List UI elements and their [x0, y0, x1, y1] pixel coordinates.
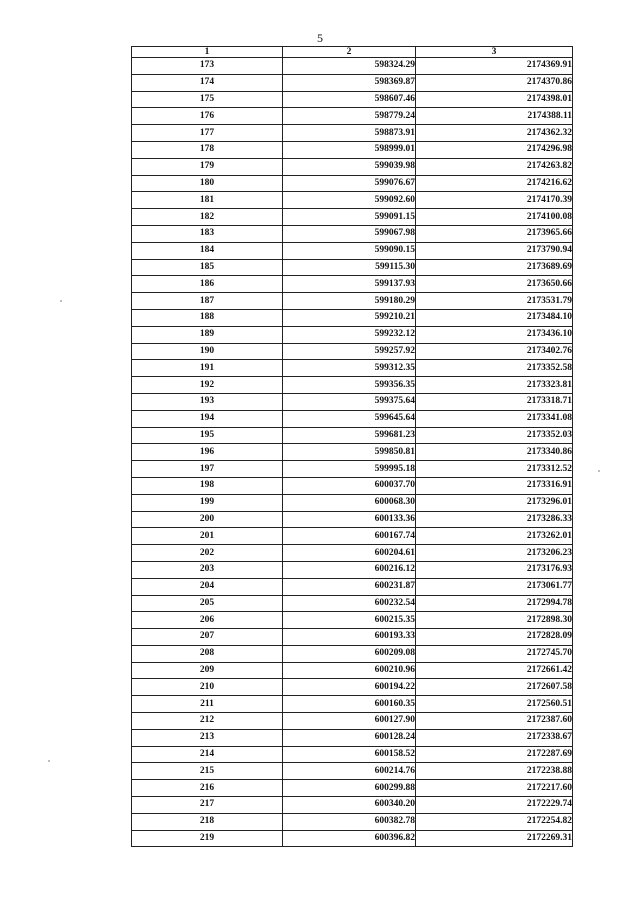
x-coordinate-cell: 600158.52 [283, 746, 416, 763]
table-row [132, 629, 573, 646]
point-number-cell: 213 [132, 729, 283, 746]
y-coordinate-cell: 2172607.58 [416, 679, 573, 696]
point-number-cell: 175 [132, 91, 283, 108]
point-number-cell: 205 [132, 595, 283, 612]
x-coordinate-cell: 598324.29 [283, 58, 416, 75]
point-number-cell: 194 [132, 410, 283, 427]
y-coordinate-cell: 2172994.78 [416, 595, 573, 612]
y-coordinate-cell: 2174398.01 [416, 91, 573, 108]
x-coordinate-cell: 600037.70 [283, 477, 416, 494]
y-coordinate-cell: 2173206.23 [416, 545, 573, 562]
x-coordinate-cell: 599681.23 [283, 427, 416, 444]
y-coordinate-cell: 2173061.77 [416, 578, 573, 595]
y-coordinate-cell: 2173340.86 [416, 444, 573, 461]
x-coordinate-cell: 600214.76 [283, 763, 416, 780]
point-number-cell: 178 [132, 141, 283, 158]
table-row [132, 561, 573, 578]
y-coordinate-cell: 2173286.33 [416, 511, 573, 528]
y-coordinate-cell: 2172828.09 [416, 629, 573, 646]
y-coordinate-cell: 2174362.32 [416, 125, 573, 142]
point-number-cell: 181 [132, 192, 283, 209]
y-coordinate-cell: 2172898.30 [416, 612, 573, 629]
point-number-cell: 196 [132, 444, 283, 461]
point-number-cell: 187 [132, 293, 283, 310]
y-coordinate-cell: 2174263.82 [416, 158, 573, 175]
table-row [132, 91, 573, 108]
point-number-cell: 207 [132, 629, 283, 646]
table-row [132, 141, 573, 158]
y-coordinate-cell: 2172269.31 [416, 830, 573, 847]
y-coordinate-cell: 2172338.67 [416, 729, 573, 746]
x-coordinate-cell: 599210.21 [283, 309, 416, 326]
table-row [132, 58, 573, 75]
x-coordinate-cell: 599090.15 [283, 242, 416, 259]
table-row [132, 511, 573, 528]
table-row [132, 225, 573, 242]
y-coordinate-cell: 2174296.98 [416, 141, 573, 158]
y-coordinate-cell: 2172287.69 [416, 746, 573, 763]
point-number-cell: 204 [132, 578, 283, 595]
y-coordinate-cell: 2173790.94 [416, 242, 573, 259]
x-coordinate-cell: 600194.22 [283, 679, 416, 696]
y-coordinate-cell: 2173323.81 [416, 377, 573, 394]
table-row [132, 108, 573, 125]
point-number-cell: 219 [132, 830, 283, 847]
point-number-cell: 198 [132, 477, 283, 494]
header-row [132, 47, 573, 58]
point-number-cell: 209 [132, 662, 283, 679]
y-coordinate-cell: 2174100.08 [416, 209, 573, 226]
point-number-cell: 180 [132, 175, 283, 192]
x-coordinate-cell: 599137.93 [283, 276, 416, 293]
y-coordinate-cell: 2173531.79 [416, 293, 573, 310]
point-number-cell: 195 [132, 427, 283, 444]
x-coordinate-cell: 600127.90 [283, 713, 416, 730]
y-coordinate-cell: 2173689.69 [416, 259, 573, 276]
scan-speck [48, 760, 50, 762]
table-row [132, 494, 573, 511]
table-row [132, 612, 573, 629]
x-coordinate-cell: 598369.87 [283, 74, 416, 91]
point-number-cell: 212 [132, 713, 283, 730]
table-row [132, 444, 573, 461]
table-row [132, 293, 573, 310]
x-coordinate-cell: 599232.12 [283, 326, 416, 343]
point-number-cell: 202 [132, 545, 283, 562]
table-row [132, 410, 573, 427]
y-coordinate-cell: 2173318.71 [416, 393, 573, 410]
x-coordinate-cell: 598607.46 [283, 91, 416, 108]
x-coordinate-cell: 600232.54 [283, 595, 416, 612]
x-coordinate-cell: 600128.24 [283, 729, 416, 746]
x-coordinate-cell: 599180.29 [283, 293, 416, 310]
table-row [132, 729, 573, 746]
table-row [132, 595, 573, 612]
table-row [132, 797, 573, 814]
y-coordinate-cell: 2174170.39 [416, 192, 573, 209]
table-row [132, 175, 573, 192]
point-number-cell: 192 [132, 377, 283, 394]
y-coordinate-cell: 2172229.74 [416, 797, 573, 814]
point-number-cell: 193 [132, 393, 283, 410]
x-coordinate-cell: 598873.91 [283, 125, 416, 142]
point-number-cell: 174 [132, 74, 283, 91]
x-coordinate-cell: 600133.36 [283, 511, 416, 528]
y-coordinate-cell: 2172217.60 [416, 780, 573, 797]
table-row [132, 679, 573, 696]
table-row [132, 209, 573, 226]
point-number-cell: 208 [132, 645, 283, 662]
table-body [132, 58, 573, 847]
table-row [132, 343, 573, 360]
point-number-cell: 189 [132, 326, 283, 343]
point-number-cell: 218 [132, 813, 283, 830]
point-number-cell: 188 [132, 309, 283, 326]
y-coordinate-cell: 2173436.10 [416, 326, 573, 343]
x-coordinate-cell: 600215.35 [283, 612, 416, 629]
point-number-cell: 201 [132, 528, 283, 545]
table-row [132, 125, 573, 142]
y-coordinate-cell: 2174388.11 [416, 108, 573, 125]
point-number-cell: 206 [132, 612, 283, 629]
table-row [132, 713, 573, 730]
table-row [132, 74, 573, 91]
table-row [132, 528, 573, 545]
table-row [132, 696, 573, 713]
point-number-cell: 186 [132, 276, 283, 293]
point-number-cell: 191 [132, 360, 283, 377]
x-coordinate-cell: 599850.81 [283, 444, 416, 461]
table-row [132, 259, 573, 276]
table-row [132, 813, 573, 830]
table-row [132, 309, 573, 326]
table-row [132, 158, 573, 175]
point-number-cell: 183 [132, 225, 283, 242]
x-coordinate-cell: 599092.60 [283, 192, 416, 209]
point-number-cell: 217 [132, 797, 283, 814]
x-coordinate-cell: 599356.35 [283, 377, 416, 394]
point-number-cell: 184 [132, 242, 283, 259]
table-row [132, 780, 573, 797]
point-number-cell: 215 [132, 763, 283, 780]
table-row [132, 461, 573, 478]
point-number-cell: 200 [132, 511, 283, 528]
table-row [132, 545, 573, 562]
table-row [132, 393, 573, 410]
point-number-cell: 176 [132, 108, 283, 125]
table-row [132, 377, 573, 394]
x-coordinate-cell: 600231.87 [283, 578, 416, 595]
table-row [132, 746, 573, 763]
point-number-cell: 199 [132, 494, 283, 511]
point-number-cell: 203 [132, 561, 283, 578]
y-coordinate-cell: 2173312.52 [416, 461, 573, 478]
point-number-cell: 216 [132, 780, 283, 797]
x-coordinate-cell: 600209.08 [283, 645, 416, 662]
y-coordinate-cell: 2173484.10 [416, 309, 573, 326]
y-coordinate-cell: 2172745.70 [416, 645, 573, 662]
x-coordinate-cell: 600204.61 [283, 545, 416, 562]
x-coordinate-cell: 599091.15 [283, 209, 416, 226]
x-coordinate-cell: 600160.35 [283, 696, 416, 713]
y-coordinate-cell: 2172254.82 [416, 813, 573, 830]
point-number-cell: 177 [132, 125, 283, 142]
y-coordinate-cell: 2172238.88 [416, 763, 573, 780]
x-coordinate-cell: 600216.12 [283, 561, 416, 578]
y-coordinate-cell: 2173262.01 [416, 528, 573, 545]
coordinates-table [131, 46, 573, 847]
table-row [132, 578, 573, 595]
table-row [132, 276, 573, 293]
table-row [132, 326, 573, 343]
y-coordinate-cell: 2172387.60 [416, 713, 573, 730]
x-coordinate-cell: 600193.33 [283, 629, 416, 646]
scan-speck [598, 470, 600, 472]
x-coordinate-cell: 598779.24 [283, 108, 416, 125]
point-number-cell: 185 [132, 259, 283, 276]
column-header-1: 1 [132, 47, 283, 58]
y-coordinate-cell: 2173352.58 [416, 360, 573, 377]
table-row [132, 477, 573, 494]
y-coordinate-cell: 2174216.62 [416, 175, 573, 192]
x-coordinate-cell: 600210.96 [283, 662, 416, 679]
x-coordinate-cell: 599645.64 [283, 410, 416, 427]
table-header [132, 47, 573, 58]
y-coordinate-cell: 2173316.91 [416, 477, 573, 494]
column-header-2: 2 [283, 47, 416, 58]
x-coordinate-cell: 600068.30 [283, 494, 416, 511]
point-number-cell: 173 [132, 58, 283, 75]
y-coordinate-cell: 2173341.08 [416, 410, 573, 427]
column-header-3: 3 [416, 47, 573, 58]
x-coordinate-cell: 599995.18 [283, 461, 416, 478]
scan-speck [60, 300, 62, 302]
table-row [132, 662, 573, 679]
x-coordinate-cell: 600382.78 [283, 813, 416, 830]
x-coordinate-cell: 598999.01 [283, 141, 416, 158]
y-coordinate-cell: 2172560.51 [416, 696, 573, 713]
x-coordinate-cell: 599067.98 [283, 225, 416, 242]
y-coordinate-cell: 2174370.86 [416, 74, 573, 91]
x-coordinate-cell: 599039.98 [283, 158, 416, 175]
x-coordinate-cell: 599076.67 [283, 175, 416, 192]
page-number: 5 [317, 31, 323, 45]
table-row [132, 242, 573, 259]
table-row [132, 360, 573, 377]
y-coordinate-cell: 2173965.66 [416, 225, 573, 242]
x-coordinate-cell: 599257.92 [283, 343, 416, 360]
y-coordinate-cell: 2174369.91 [416, 58, 573, 75]
x-coordinate-cell: 599115.30 [283, 259, 416, 276]
y-coordinate-cell: 2173352.03 [416, 427, 573, 444]
y-coordinate-cell: 2173176.93 [416, 561, 573, 578]
point-number-cell: 182 [132, 209, 283, 226]
point-number-cell: 179 [132, 158, 283, 175]
x-coordinate-cell: 600167.74 [283, 528, 416, 545]
y-coordinate-cell: 2173650.66 [416, 276, 573, 293]
table-row [132, 763, 573, 780]
x-coordinate-cell: 600396.82 [283, 830, 416, 847]
table-row [132, 427, 573, 444]
y-coordinate-cell: 2173402.76 [416, 343, 573, 360]
y-coordinate-cell: 2173296.01 [416, 494, 573, 511]
point-number-cell: 214 [132, 746, 283, 763]
table-row [132, 645, 573, 662]
table-row [132, 830, 573, 847]
table-row [132, 192, 573, 209]
point-number-cell: 197 [132, 461, 283, 478]
point-number-cell: 190 [132, 343, 283, 360]
point-number-cell: 210 [132, 679, 283, 696]
x-coordinate-cell: 599312.35 [283, 360, 416, 377]
x-coordinate-cell: 600340.20 [283, 797, 416, 814]
point-number-cell: 211 [132, 696, 283, 713]
x-coordinate-cell: 599375.64 [283, 393, 416, 410]
x-coordinate-cell: 600299.88 [283, 780, 416, 797]
y-coordinate-cell: 2172661.42 [416, 662, 573, 679]
